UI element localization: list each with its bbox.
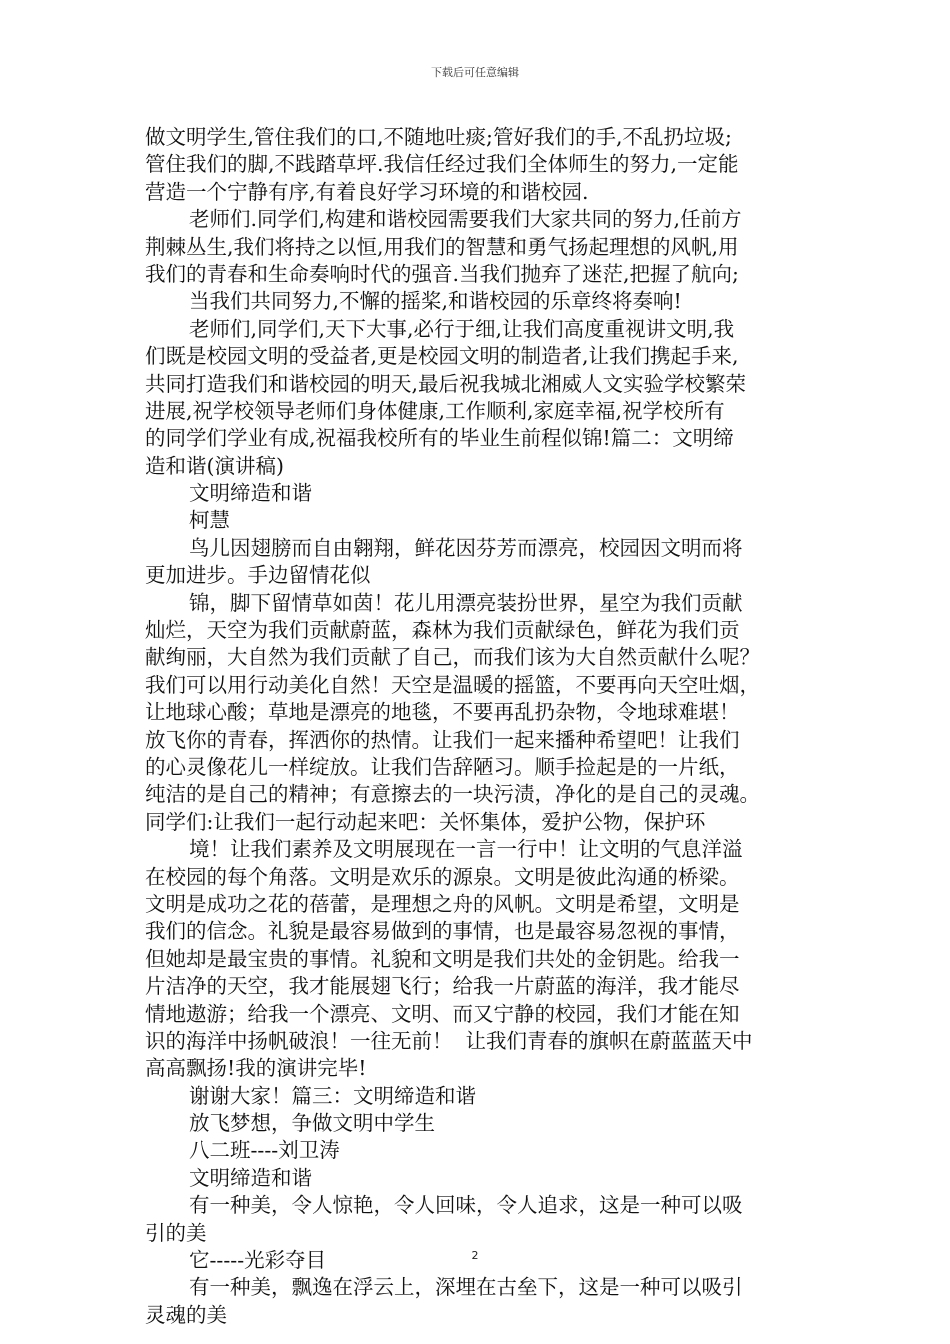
text-line: 有一种美，令人惊艳，令人回味，令人追求，这是一种可以吸 <box>189 1193 743 1218</box>
text-line: 灿烂，天空为我们贡献蔚蓝，森林为我们贡献绿色，鲜花为我们贡 <box>145 618 740 643</box>
text-line: 的同学们学业有成,祝福我校所有的毕业生前程似锦!篇二：文明缔 <box>145 426 734 451</box>
text-line: 在校园的每个角落。文明是欢乐的源泉。文明是彼此沟通的桥梁。 <box>145 864 740 889</box>
text-line: 当我们共同努力,不懈的摇桨,和谐校园的乐章终将奏响! <box>189 289 682 314</box>
text-line: 识的海洋中扬帆破浪！一往无前！ 让我们青春的旗帜在蔚蓝蓝天中 <box>145 1028 753 1053</box>
text-line: 共同打造我们和谐校园的明天,最后祝我城北湘威人文实验学校繁荣 <box>145 371 747 396</box>
text-line: 们既是校园文明的受益者,更是校园文明的制造者,让我们携起手来, <box>145 344 739 369</box>
text-line: 鸟儿因翅膀而自由翱翔，鲜花因芬芳而漂亮，校园因文明而将 <box>189 535 743 560</box>
text-line: 更加进步。手边留情花似 <box>145 563 371 588</box>
text-line: 境！让我们素养及文明展现在一言一行中！让文明的气息洋溢 <box>189 837 743 862</box>
text-line: 营造一个宁静有序,有着良好学习环境的和谐校园. <box>145 179 589 204</box>
text-line: 锦，脚下留情草如茵！花儿用漂亮装扮世界，星空为我们贡献 <box>189 590 743 615</box>
text-line: 荆棘丛生,我们将持之以恒,用我们的智慧和勇气扬起理想的风帆,用 <box>145 234 739 259</box>
text-line: 献绚丽，大自然为我们贡献了自己，而我们该为大自然贡献什么呢？ <box>145 645 760 670</box>
text-line: 放飞梦想，争做文明中学生 <box>189 1111 435 1136</box>
text-line: 的心灵像花儿一样绽放。让我们告辞陋习。顺手捡起是的一片纸， <box>145 754 740 779</box>
text-line: 八二班----刘卫涛 <box>189 1138 340 1163</box>
text-line: 文明缔造和谐 <box>189 481 312 506</box>
text-line: 管住我们的脚,不践踏草坪.我信任经过我们全体师生的努力,一定能 <box>145 152 739 177</box>
text-line: 老师们.同学们,构建和谐校园需要我们大家共同的努力,任前方 <box>189 207 742 232</box>
text-line: 做文明学生,管住我们的口,不随地吐痰;管好我们的手,不乱扔垃圾; <box>145 125 732 149</box>
text-line: 我们的青春和生命奏响时代的强音.当我们抛弃了迷茫,把握了航向; <box>145 261 739 286</box>
text-line: 片洁净的天空，我才能展翅飞行；给我一片蔚蓝的海洋，我才能尽 <box>145 974 740 999</box>
text-line: 进展,祝学校领导老师们身体健康,工作顺利,家庭幸福,祝学校所有 <box>145 398 725 423</box>
text-line: 高高飘扬!我的演讲完毕! <box>145 1056 367 1081</box>
page-header-note: 下载后可任意编辑 <box>431 66 519 79</box>
text-line: 纯洁的是自己的精神；有意擦去的一块污渍，净化的是自己的灵魂。 <box>145 782 760 807</box>
text-line: 它-----光彩夺目 <box>189 1248 327 1273</box>
text-line: 老师们,同学们,天下大事,必行于细,让我们高度重视讲文明,我 <box>189 316 735 341</box>
text-line: 有一种美，飘逸在浮云上，深埋在古垒下，这是一种可以吸引 <box>189 1275 743 1300</box>
text-line: 文明缔造和谐 <box>189 1165 312 1190</box>
text-line: 情地遨游；给我一个漂亮、文明、而又宁静的校园，我们才能在知 <box>145 1001 740 1026</box>
text-line: 让地球心酸；草地是漂亮的地毯，不要再乱扔杂物，令地球难堪！ <box>145 700 740 725</box>
text-line: 放飞你的青春，挥洒你的热情。让我们一起来播种希望吧！让我们 <box>145 727 740 752</box>
text-line: 但她却是最宝贵的事情。礼貌和文明是我们共处的金钥匙。给我一 <box>145 946 740 971</box>
text-line: 柯慧 <box>189 508 230 533</box>
text-line: 谢谢大家！篇三：文明缔造和谐 <box>189 1083 476 1108</box>
text-line: 我们的信念。礼貌是最容易做到的事情，也是最容易忽视的事情， <box>145 919 740 944</box>
text-line: 文明是成功之花的蓓蕾，是理想之舟的风帆。文明是希望，文明是 <box>145 891 740 916</box>
text-line: 造和谐(演讲稿) <box>145 453 284 478</box>
text-line: 同学们:让我们一起行动起来吧：关怀集体，爱护公物，保护环 <box>145 809 706 834</box>
page-number: 2 <box>471 1249 479 1262</box>
text-line: 灵魂的美 <box>145 1302 227 1327</box>
document-body <box>145 124 813 1329</box>
text-line: 引的美 <box>145 1220 207 1245</box>
text-line: 我们可以用行动美化自然！天空是温暖的摇篮，不要再向天空吐烟， <box>145 672 760 697</box>
